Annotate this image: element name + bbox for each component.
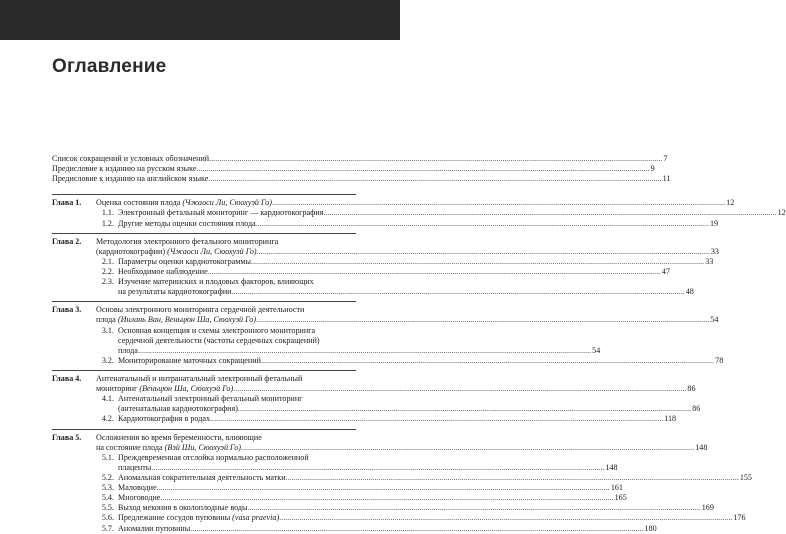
leader-dots <box>232 287 685 297</box>
section-number: 1.2. <box>101 218 114 228</box>
toc-italic-text: (vasa praevia) <box>232 513 280 523</box>
chapter-title-line: Осложнения во время беременности, влияющие <box>96 432 262 442</box>
section-entry[interactable] <box>52 503 714 513</box>
section-page-number: 169 <box>701 503 714 513</box>
leader-dots <box>157 483 610 493</box>
spacer <box>52 184 356 190</box>
section-number: 5.5. <box>101 503 114 513</box>
chapter-entry[interactable] <box>52 432 708 453</box>
chapter-title <box>96 373 696 394</box>
section-page-number: 86 <box>692 404 701 414</box>
leader-dots <box>241 443 694 453</box>
toc-leader-row <box>118 523 657 534</box>
chapter-title-line: Методология электронного фетального мониторинга <box>96 236 279 246</box>
leader-dots <box>233 384 686 394</box>
section-entry[interactable] <box>52 493 627 503</box>
leader-dots <box>286 473 739 483</box>
section-title <box>118 523 657 534</box>
section-page-number: 118 <box>664 414 677 424</box>
leader-dots <box>208 267 661 277</box>
section-page-number: 148 <box>605 462 618 472</box>
chapter-label: Глава 2. <box>52 236 82 246</box>
toc-item[interactable] <box>52 164 655 174</box>
section-number: 5.1. <box>101 452 114 462</box>
toc-leader-row <box>96 315 719 325</box>
chapter-page-number: 148 <box>695 442 708 452</box>
toc-page-number: 11 <box>662 174 671 184</box>
section-title <box>118 452 618 473</box>
toc-entry-text: Многоводие <box>118 493 161 503</box>
leader-dots <box>251 257 704 267</box>
leader-dots <box>257 247 710 257</box>
section-title <box>118 277 694 297</box>
chapter-label: Глава 3. <box>52 305 82 315</box>
chapter-title <box>96 305 719 325</box>
section-entry[interactable] <box>52 355 724 366</box>
toc-entry-text: Список сокращений и условных обозначений <box>52 154 210 163</box>
divider <box>52 301 356 302</box>
chapter-list <box>52 184 786 533</box>
section-page-number: 12 <box>777 208 786 218</box>
leader-dots <box>209 154 662 164</box>
toc-entry-text: Выход мекония в околоплодные воды <box>118 503 248 513</box>
leader-dots <box>210 414 663 424</box>
section-title <box>118 394 701 414</box>
leader-dots <box>238 404 691 414</box>
section-page-number: 33 <box>705 256 714 266</box>
leader-dots <box>151 463 604 473</box>
toc-leader-row <box>96 384 696 394</box>
toc-leader-row <box>118 256 714 267</box>
toc-leader-row <box>118 345 601 356</box>
toc-leader-row <box>118 483 623 493</box>
section-number: 5.3. <box>101 483 114 493</box>
section-title <box>118 266 671 277</box>
toc-leader-row <box>118 513 746 523</box>
section-title <box>118 513 746 523</box>
toc-entry-text: Мониторирование маточных сокращений <box>118 355 261 365</box>
leader-dots <box>247 503 700 513</box>
toc-leader-row <box>118 355 724 366</box>
section-entry[interactable] <box>52 218 719 229</box>
toc-entry-text: мониторинг (Веньцюн Ша, Сюохуэй Го) <box>96 384 234 394</box>
section-entry[interactable] <box>52 277 694 297</box>
chapter-page-number: 54 <box>710 315 719 325</box>
toc-entry-text: на состояние плода (Вэй Ши, Сюохуэй Го) <box>96 442 241 452</box>
toc-leader-row <box>118 287 694 297</box>
section-title <box>118 414 677 424</box>
toc-leader-row <box>118 404 701 414</box>
section-page-number: 47 <box>661 266 671 276</box>
toc-entry-text: Необходимое наблюдение <box>118 266 208 276</box>
chapter-page-number: 12 <box>726 198 735 208</box>
section-entry[interactable] <box>52 472 752 483</box>
toc-leader-row <box>118 472 752 483</box>
leader-dots <box>323 208 776 218</box>
chapter-label: Глава 1. <box>52 198 82 208</box>
toc-italic-text: (Веньцюн Ша, Сюохуэй Го) <box>139 384 234 394</box>
section-title-line: Изучение материнских и плодовых факторов, влияющих <box>118 277 314 287</box>
section-entry[interactable] <box>52 394 701 414</box>
section-entry[interactable] <box>52 483 623 493</box>
toc-entry-text: Параметры оценки кардиотокограммы <box>118 256 251 266</box>
toc-italic-text: (Инлань Ван, Веньцюн Ша, Сюохуэй Го) <box>117 315 257 325</box>
section-title <box>118 472 752 483</box>
toc-item[interactable] <box>52 174 671 184</box>
toc-leader-row <box>118 266 671 277</box>
section-entry[interactable] <box>52 266 671 277</box>
section-page-number: 155 <box>739 472 752 482</box>
section-title <box>118 218 719 229</box>
section-number: 4.1. <box>101 394 114 404</box>
section-number: 5.7. <box>101 523 114 533</box>
chapter-label: Глава 5. <box>52 432 82 442</box>
section-title <box>118 493 627 503</box>
toc-leader-row <box>118 493 627 503</box>
leader-dots <box>279 513 732 523</box>
section-number: 4.2. <box>101 414 114 424</box>
section-page-number: 180 <box>644 523 657 533</box>
section-number: 5.2. <box>101 472 114 482</box>
leader-dots <box>261 356 714 366</box>
toc-leader-row <box>96 442 708 453</box>
chapter-title <box>96 236 719 257</box>
toc-entry-text: Оценка состояния плода (Чжаоси Ли, Сюохуэй Го) <box>96 198 272 208</box>
section-title-line: Преждевременная отслойка нормально расположенной <box>118 452 309 462</box>
leader-dots <box>208 174 661 184</box>
table-of-contents <box>52 154 786 534</box>
toc-entry-text: Кардиотокография в родах <box>118 414 211 424</box>
toc-entry-text: Предлежание сосудов пуповины (vasa praevia) <box>118 513 280 523</box>
toc-leader-row <box>96 246 719 257</box>
section-entry[interactable] <box>52 256 714 267</box>
divider <box>52 194 356 195</box>
toc-leader-row <box>52 154 668 164</box>
toc-leader-row <box>118 462 618 473</box>
toc-entry-text: Аномальная сократительная деятельность матки <box>118 472 286 482</box>
toc-page-number: 7 <box>663 154 668 163</box>
chapter-title-line: Антенатальный и интранатальный электронный фетальный <box>96 373 303 383</box>
leader-dots <box>138 346 591 356</box>
chapter-page-number: 86 <box>687 384 696 394</box>
chapter-title-line: Основы электронного мониторинга сердечной деятельности <box>96 305 305 315</box>
header-band <box>0 0 400 40</box>
toc-leader-row <box>52 164 655 174</box>
page-title: Оглавление <box>52 56 167 77</box>
section-number: 1.1. <box>101 208 114 218</box>
section-entry[interactable] <box>52 513 746 523</box>
toc-page-number: 9 <box>650 164 655 174</box>
section-page-number: 19 <box>709 218 719 228</box>
toc-entry-text: (кардиотокографии) (Чжаоси Ли, Сюохуэй Го) <box>96 246 257 256</box>
section-number: 5.6. <box>101 513 114 523</box>
section-entry[interactable] <box>52 414 677 424</box>
chapter-label: Глава 4. <box>52 373 82 383</box>
toc-entry-text: (антенатальная кардиотокография) <box>118 404 238 414</box>
chapter-title <box>96 198 735 208</box>
chapter-entry[interactable] <box>52 236 719 257</box>
section-title-line: Основная концепция и схемы электронного мониторинга <box>118 325 316 335</box>
divider <box>52 370 356 371</box>
section-title <box>118 325 601 356</box>
section-entry[interactable] <box>52 325 601 356</box>
section-number: 3.2. <box>101 355 114 365</box>
toc-entry-text: Другие методы оценки состояния плода <box>118 218 256 228</box>
toc-italic-text: (Чжаоси Ли, Сюохуэй Го) <box>182 198 272 208</box>
section-page-number: 78 <box>715 355 724 365</box>
toc-entry-text: Аномалии пуповины <box>118 523 191 533</box>
toc-item[interactable] <box>52 154 668 164</box>
front-matter-list <box>52 154 671 184</box>
section-title <box>118 355 724 366</box>
leader-dots <box>196 164 649 174</box>
toc-entry-text: Электронный фетальный мониторинг — кардиотокография <box>118 208 324 218</box>
section-page-number: 176 <box>733 513 746 523</box>
toc-leader-row <box>52 174 671 184</box>
leader-dots <box>256 315 709 325</box>
section-title <box>118 503 714 513</box>
section-page-number: 48 <box>685 287 694 297</box>
section-entry[interactable] <box>52 452 618 473</box>
divider <box>52 429 356 430</box>
leader-dots <box>272 198 725 208</box>
section-title-line: Антенатальный электронный фетальный мониторинг <box>118 394 303 404</box>
section-page-number: 161 <box>610 483 623 493</box>
toc-entry-text: Предисловие к изданию на английском языке <box>52 174 209 184</box>
section-title-line: сердечной деятельности (частоты сердечных сокращений) <box>118 335 320 345</box>
chapter-entry[interactable] <box>52 373 696 394</box>
toc-entry-text: на результаты кардиотокографии <box>118 287 232 297</box>
toc-leader-row <box>118 503 714 513</box>
chapter-title <box>96 432 708 453</box>
toc-entry-text: плода <box>118 345 138 355</box>
section-number: 2.1. <box>101 256 114 266</box>
section-number: 3.1. <box>101 325 114 335</box>
chapter-page-number: 33 <box>710 246 719 256</box>
toc-entry-text: Маловодие <box>118 483 157 493</box>
leader-dots <box>256 219 709 229</box>
section-number: 5.4. <box>101 493 114 503</box>
section-entry[interactable] <box>52 523 657 534</box>
toc-leader-row <box>118 414 677 424</box>
section-entry[interactable] <box>52 208 786 218</box>
chapter-entry[interactable] <box>52 305 719 325</box>
section-title <box>118 208 786 218</box>
leader-dots <box>160 493 613 503</box>
toc-leader-row <box>118 218 719 229</box>
chapter-entry[interactable] <box>52 198 735 208</box>
section-title <box>118 483 623 493</box>
toc-italic-text: (Чжаоси Ли, Сюохуэй Го) <box>167 246 257 256</box>
section-page-number: 165 <box>614 493 627 503</box>
toc-leader-row <box>118 208 786 218</box>
section-number: 2.2. <box>101 266 114 276</box>
toc-leader-row <box>96 198 735 208</box>
toc-entry-text: плаценты <box>118 462 152 472</box>
toc-entry-text: Предисловие к изданию на русском языке <box>52 164 197 174</box>
toc-entry-text: плода (Инлань Ван, Веньцюн Ша, Сюохуэй Го) <box>96 315 257 325</box>
section-number: 2.3. <box>101 277 114 287</box>
section-page-number: 54 <box>592 345 601 355</box>
leader-dots <box>190 524 643 534</box>
toc-italic-text: (Вэй Ши, Сюохуэй Го) <box>164 442 241 452</box>
section-title <box>118 256 714 267</box>
divider <box>52 233 356 234</box>
